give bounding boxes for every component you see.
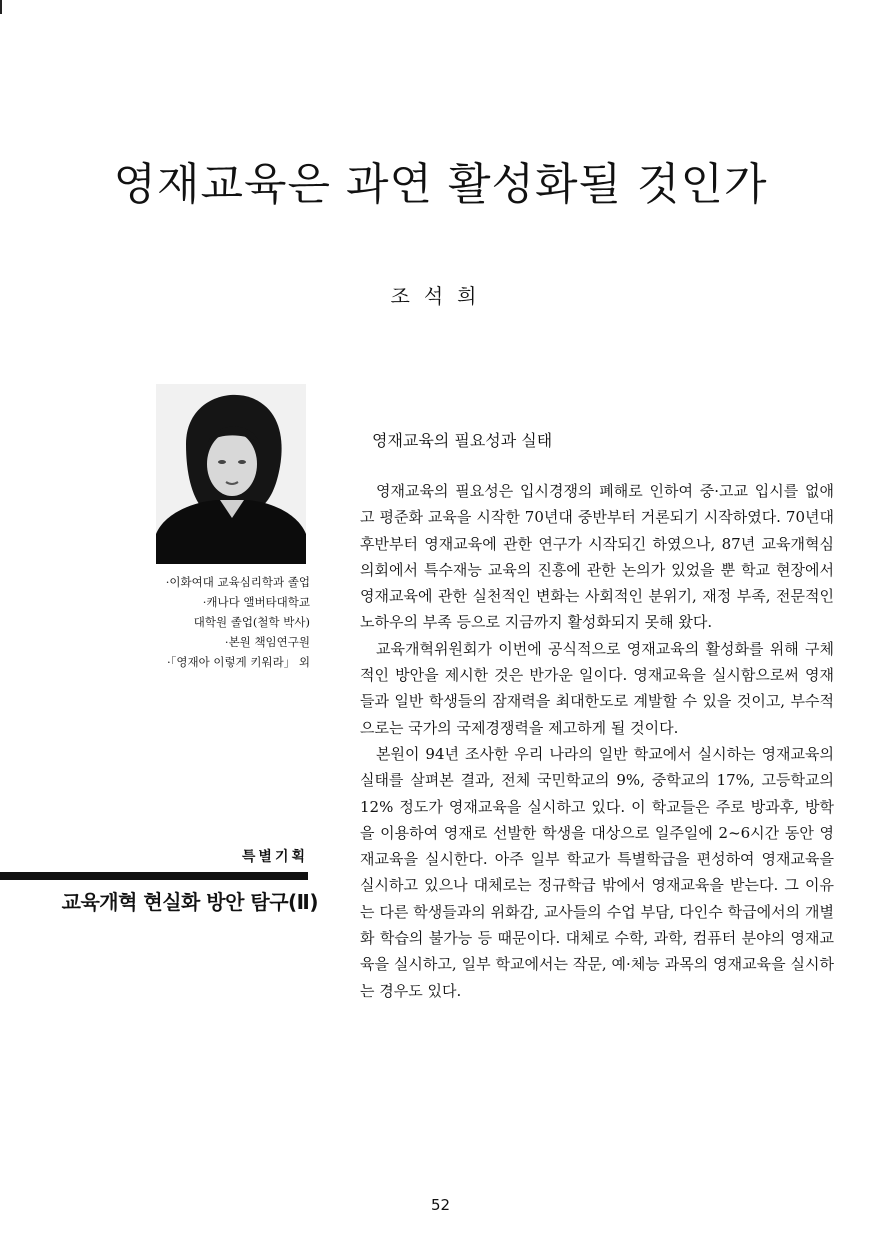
body-paragraph: 영재교육의 필요성은 입시경쟁의 폐해로 인하여 중·고교 입시를 없애고 평준화 교육을 시작한 70년대 중반부터 거론되기 시작하였다. 70년대 후반부터 영재교육에 관한 연구가 시작되긴 하였으나, 87년 교육개혁심의회에서 특수재능 교육의 진흥에 관한 논의가 있었을 뿐 학교 현장에서 영재교육에 관한 실천적인 변화는 사회적인 분위기, 재정 부족, 전문적인 노하우의 부족 등으로 지금까지 활성화되지 못해 왔다. (360, 482, 834, 632)
divider-bar (0, 872, 308, 880)
author-name: 조석희 (390, 284, 491, 308)
page-number: 52 (430, 1196, 451, 1214)
body-paragraph: 본원이 94년 조사한 우리 나라의 일반 학교에서 실시하는 영재교육의 실태를 살펴본 결과, 전체 국민학교의 9%, 중학교의 17%, 고등학교의 12% 정도가 영재교육을 실시하고 있다. 이 학교들은 주로 방과후, 방학을 이용하여 영재로 선발한 학생을 대상으로 일주일에 2~6시간 동안 영재교육을 실시한다. 아주 일부 학교가 특별학급을 편성하여 영재교육을 실시하고 있으나 대체로는 정규학급 밖에서 영재교육을 받는다. 그 이유는 다른 학생들과의 위화감, 교사들의 수업 부담, 다인수 학급에서의 개별화 학습의 불가능 등 때문이다. 대체로 수학, 과학, 컴퓨터 분야의 영재교육을 실시하고, 일부 학교에서는 작문, 예·체능 과목의 영재교육을 실시하는 경우도 있다. (360, 744, 834, 1000)
article-body (360, 478, 834, 1004)
body-paragraph: 교육개혁위원회가 이번에 공식적으로 영재교육의 활성화를 위해 구체적인 방안을 제시한 것은 반가운 일이다. 영재교육을 실시함으로써 영재들과 일반 학생들의 잠재력을 최대한도로 계발할 수 있을 것이고, 부수적으로는 국가의 국제경쟁력을 제고하게 될 것이다. (360, 639, 834, 737)
scan-edge-mark (0, 0, 2, 14)
bio-line: ·「영재아 이렇게 키워라」 외 (167, 655, 310, 669)
author-bio (120, 572, 310, 672)
bio-line: ·이화여대 교육심리학과 졸업 (165, 575, 310, 589)
special-feature-label: 특별기획 (241, 849, 308, 865)
author-photo (156, 384, 306, 564)
article-title: 영재교육은 과연 활성화될 것인가 (113, 159, 768, 210)
bio-line: ·캐나다 앨버타대학교 (202, 595, 310, 609)
section-heading: 영재교육의 필요성과 실태 (372, 431, 553, 450)
bio-line: 대학원 졸업(철학 박사) (193, 615, 310, 629)
bio-line: ·본원 책임연구원 (224, 635, 310, 649)
series-title: 교육개혁 현실화 방안 탐구(Ⅱ) (61, 890, 318, 914)
